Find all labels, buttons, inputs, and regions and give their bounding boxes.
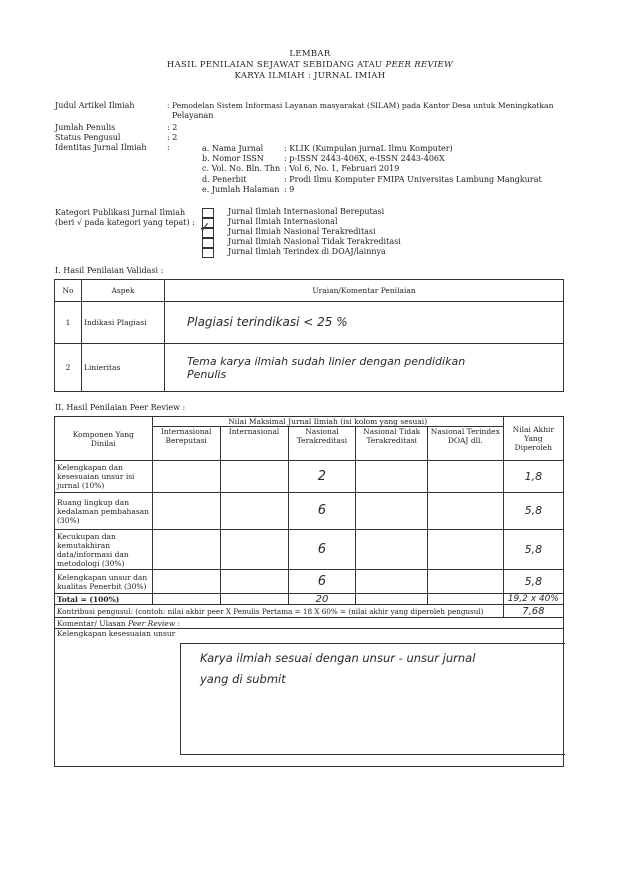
peer-row-akhir — [503, 493, 563, 530]
table-row — [55, 302, 564, 344]
kelengkapan-comment-line1: Karya ilmiah sesuai dengan unsur - unsur jurnal — [200, 651, 476, 665]
subcol-line1: Internasional — [160, 427, 212, 436]
peer-cell-empty — [356, 530, 428, 570]
peer-cell-empty — [356, 594, 428, 605]
validasi-title: I. Hasil Penilaian Validasi : — [55, 266, 164, 275]
validasi-col-no: No — [55, 280, 82, 302]
peer-col-akhir-2: Yang — [524, 434, 543, 443]
checkmark-icon: ✓ — [199, 220, 211, 236]
peer-cell-empty — [152, 570, 220, 594]
peer-cell-empty — [220, 570, 288, 594]
kategori-checkbox-1[interactable] — [202, 208, 214, 218]
peer-cell-empty — [152, 594, 220, 605]
issn-label: b. Nomor ISSN — [202, 154, 264, 163]
kategori-option-1: Jurnal Ilmiah Internasional Bereputasi — [228, 207, 385, 216]
akhir-value: 1,8 — [524, 469, 543, 483]
table-row — [55, 570, 564, 594]
komponen-line: kesesuaian unsur isi — [57, 472, 135, 481]
komponen-line: Kelengkapan dan — [57, 463, 123, 472]
peer-cell-empty — [427, 570, 503, 594]
vol-label: c. Vol. No. Bln. Thn — [202, 164, 281, 173]
komponen-line: Ruang lingkup dan — [57, 497, 130, 507]
judul-label: Judul Artikel Ilmiah — [55, 101, 135, 110]
komentar-suffix: : — [175, 618, 181, 628]
akhir-value: 5,8 — [524, 542, 543, 556]
subcol-line1: Nasional — [305, 427, 339, 436]
validasi-row-comment — [165, 302, 564, 344]
peer-subcol-doaj — [427, 427, 503, 461]
header-line2 — [0, 60, 620, 70]
nama-jurnal-value: : KLIK (Kumpulan jurnaL Ilmu Komputer) — [284, 144, 453, 153]
komponen-line: (30%) — [57, 515, 80, 525]
jumlah-penulis-value: : 2 — [167, 123, 178, 132]
total-akhir-value: 19,2 x 40% — [507, 594, 559, 604]
peer-col-akhir — [503, 417, 563, 461]
peer-row-akhir — [503, 570, 563, 594]
table-row — [55, 530, 564, 570]
identitas-colon: : — [167, 143, 170, 152]
peer-subcol-nasional — [288, 427, 356, 461]
subcol-line1: Nasional Terindex — [430, 427, 500, 436]
peer-cell-empty — [427, 493, 503, 530]
nasional-value: 6 — [317, 503, 327, 518]
header-line2-italic: PEER REVIEW — [385, 60, 454, 70]
validasi-comment-text-cont: Penulis — [187, 367, 227, 381]
nasional-value: 2 — [317, 468, 327, 484]
peer-subcol-intl-bereputasi — [152, 427, 220, 461]
validasi-row-no: 2 — [55, 344, 82, 392]
table-row — [55, 344, 564, 392]
akhir-value: 5,8 — [524, 504, 543, 517]
kategori-option-4: Jurnal Ilmiah Nasional Tidak Terakreditasi — [228, 237, 401, 246]
komponen-line: kedalaman pembahasan — [57, 506, 149, 516]
status-pengusul-value: : 2 — [167, 133, 178, 142]
validasi-col-aspek: Aspek — [82, 280, 165, 302]
peer-cell-empty — [427, 530, 503, 570]
komponen-line: jurnal (10%) — [57, 481, 105, 490]
peer-row-nasional — [288, 461, 356, 493]
table-row — [55, 493, 564, 530]
subcol-line2: Bereputasi — [165, 436, 207, 445]
halaman-value: : 9 — [284, 185, 295, 194]
nama-jurnal-label: a. Nama Jurnal — [202, 144, 264, 153]
kategori-hint: (beri √ pada kategori yang tepat) : — [55, 218, 195, 227]
peer-title: II. Hasil Penilaian Peer Review : — [55, 403, 186, 412]
peer-row-komponen — [55, 570, 153, 594]
subcol-line1: Nasional Tidak — [363, 427, 421, 436]
komponen-line: data/informasi dan — [57, 549, 129, 559]
header-line2-text: HASIL PENILAIAN SEJAWAT SEBIDANG ATAU — [166, 60, 386, 70]
total-label: Total = (100%) — [55, 594, 153, 605]
nasional-value: 6 — [317, 541, 327, 557]
komponen-line: Kecukupan dan — [57, 531, 116, 541]
kontribusi-value: 7,68 — [522, 605, 545, 617]
komentar-italic: Peer Review — [128, 618, 176, 628]
nasional-value: 6 — [317, 573, 327, 589]
subcol-line1: Internasional — [228, 427, 280, 436]
peer-cell-empty — [220, 493, 288, 530]
issn-value: : p-ISSN 2443-406X, e-ISSN 2443-406X — [284, 154, 445, 163]
kontribusi-value-cell — [503, 605, 563, 618]
validasi-row-aspek: Indikasi Plagiasi — [82, 302, 165, 344]
komponen-line: Kelengkapan unsur dan — [57, 572, 148, 582]
validasi-row-no: 1 — [55, 302, 82, 344]
kategori-checkbox-5[interactable] — [202, 248, 214, 258]
kontribusi-label: Kontribusi pengusul: (contoh: nilai akhir peer X Penulis Pertama = 18 X 60% = (nilai akhir yang diperoleh pengusul) — [55, 605, 504, 618]
peer-cell-empty — [427, 461, 503, 493]
kategori-label: Kategori Publikasi Jurnal Ilmiah — [55, 208, 186, 217]
komponen-line: metodologi (30%) — [57, 558, 125, 568]
jumlah-penulis-label: Jumlah Penulis — [55, 123, 116, 132]
peer-col-komponen-2: Dinilai — [90, 438, 116, 448]
peer-cell-empty — [356, 461, 428, 493]
kelengkapan-comment-line2: yang di submit — [200, 672, 286, 686]
peer-cell-empty — [220, 530, 288, 570]
kategori-option-2: Jurnal Ilmiah Internasional — [228, 217, 338, 226]
peer-cell-empty — [427, 594, 503, 605]
peer-row-nasional — [288, 570, 356, 594]
kelengkapan-label: Kelengkapan kesesuaian unsur — [57, 629, 176, 638]
peer-row-komponen — [55, 530, 153, 570]
peer-cell-empty — [220, 461, 288, 493]
validasi-comment-text: Plagiasi terindikasi < 25 % — [187, 314, 348, 329]
judul-value: : Pemodelan Sistem Informasi Layanan masyarakat (SILAM) pada Kantor Desa untuk Meningkatkan — [167, 101, 554, 110]
kategori-option-5: Jurnal Ilmiah Terindex di DOAJ/lainnya — [228, 247, 386, 256]
header-line3: KARYA ILMIAH : JURNAL IMIAH — [234, 71, 386, 81]
peer-cell-empty — [152, 461, 220, 493]
komponen-line: kualitas Penerbit (30%) — [57, 581, 147, 591]
peer-cell-empty — [152, 530, 220, 570]
total-akhir — [503, 594, 563, 605]
peer-col-komponen — [55, 417, 153, 461]
vol-value: : Vol 6, No. 1, Februari 2019 — [284, 164, 400, 173]
peer-cell-empty — [152, 493, 220, 530]
halaman-label: e. Jumlah Halaman — [202, 185, 280, 194]
peer-col-akhir-3: Diperoleh — [514, 443, 553, 452]
komponen-line: kemutakhiran — [57, 540, 111, 550]
peer-row-komponen — [55, 493, 153, 530]
subcol-line2: Terakreditasi — [366, 436, 417, 445]
peer-cell-empty — [220, 594, 288, 605]
peer-subcol-intl — [220, 427, 288, 461]
total-nasional — [288, 594, 356, 605]
header-line1: LEMBAR — [289, 49, 331, 59]
akhir-value: 5,8 — [524, 574, 543, 588]
peer-subcol-nasional-tidak — [356, 427, 428, 461]
validasi-comment-text: Tema karya ilmiah sudah linier dengan pendidikan — [187, 354, 466, 368]
subcol-line2: Terakreditasi — [296, 436, 348, 445]
table-row — [55, 461, 564, 493]
judul-value-cont: Pelayanan — [172, 111, 214, 120]
status-pengusul-label: Status Pengusul — [55, 133, 121, 142]
komentar-prefix: Komentar/ Ulasan — [57, 618, 129, 628]
peer-col-komponen-1: Komponen Yang — [72, 429, 134, 439]
peer-cell-empty — [356, 570, 428, 594]
validasi-table — [54, 279, 564, 392]
validasi-row-comment — [165, 344, 564, 392]
komentar-header — [55, 618, 564, 629]
subcol-line2: DOAJ dll. — [447, 436, 483, 445]
kategori-checkbox-4[interactable] — [202, 238, 214, 248]
total-row — [55, 594, 564, 605]
peer-row-akhir — [503, 461, 563, 493]
peer-row-komponen — [55, 461, 153, 493]
peer-col-akhir-1: Nilai Akhir — [512, 425, 555, 434]
peer-row-akhir — [503, 530, 563, 570]
validasi-col-uraian: Uraian/Komentar Penilaian — [165, 280, 564, 302]
kontribusi-row — [55, 605, 564, 618]
peer-row-nasional — [288, 530, 356, 570]
peer-cell-empty — [356, 493, 428, 530]
validasi-row-aspek: Linieritas — [82, 344, 165, 392]
penerbit-label: d. Penerbit — [202, 175, 247, 184]
identitas-label: Identitas Jurnal Ilmiah — [55, 143, 147, 152]
kategori-option-3: Jurnal Ilmiah Nasional Terakreditasi — [228, 227, 376, 236]
penerbit-value: : Prodi Ilmu Komputer FMIPA Universitas Lambung Mangkurat — [284, 175, 542, 184]
total-nasional-value: 20 — [315, 593, 329, 605]
peer-row-nasional — [288, 493, 356, 530]
peer-col-nilai-maks: Nilai Maksimal Jurnal Ilmiah (isi kolom yang sesuai) — [152, 417, 503, 427]
